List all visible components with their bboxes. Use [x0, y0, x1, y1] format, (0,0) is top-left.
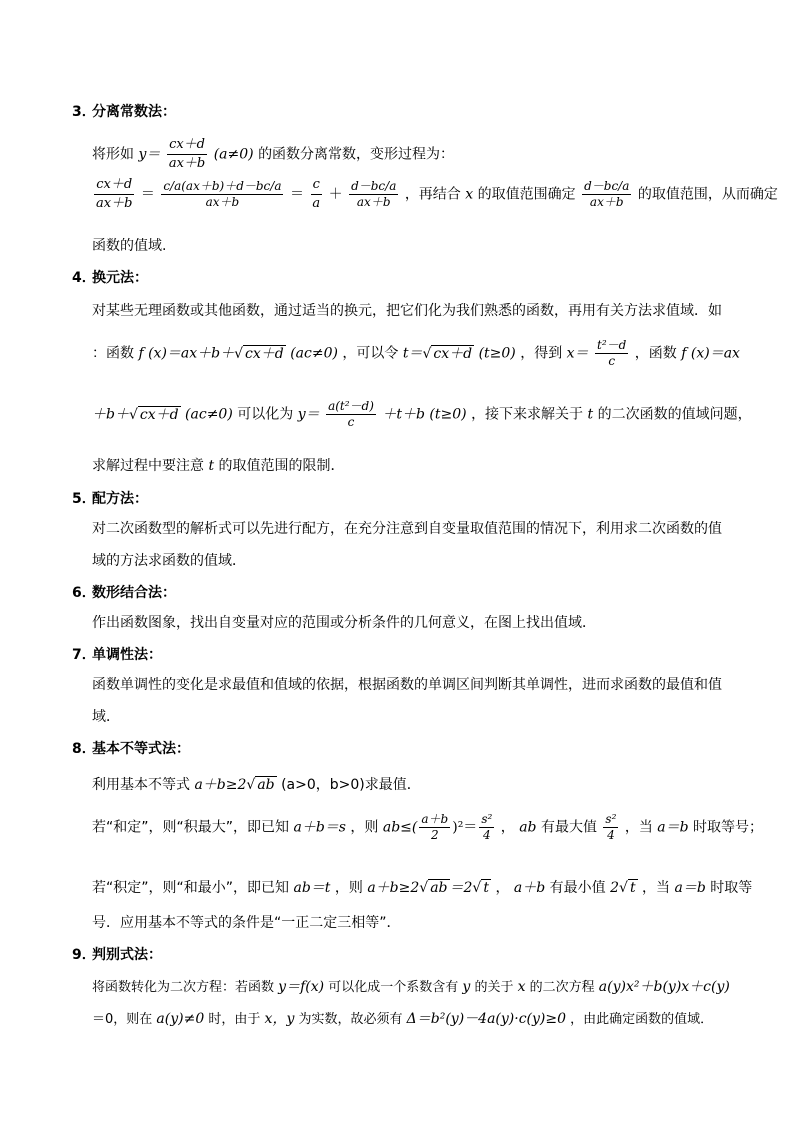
s5-line2: 域的方法求函数的值域．: [92, 553, 246, 569]
numerator: s²: [481, 812, 493, 826]
text: 将函数转化为二次方程：若函数: [92, 980, 275, 995]
text: 的取值范围的限制．: [218, 458, 345, 474]
numerator: c: [311, 176, 322, 195]
sqrt: √ ab: [246, 777, 275, 793]
s4-line2: [92, 338, 740, 369]
radicand: cx＋d: [433, 345, 473, 362]
section-number: 9．: [72, 947, 96, 963]
math: t＝: [402, 345, 423, 362]
sqrt: √ t: [619, 880, 636, 896]
math: )²＝: [452, 819, 478, 836]
fraction: [479, 812, 494, 843]
denominator: c: [608, 354, 616, 368]
math: a＋b≥2: [367, 880, 420, 896]
section-number: 6．: [72, 585, 96, 601]
text: ，当: [642, 880, 671, 896]
math: (t≥0): [429, 406, 467, 423]
denominator: a: [312, 196, 321, 211]
math: ＝: [140, 186, 155, 203]
math: ＋: [328, 186, 343, 203]
math: y: [462, 979, 471, 995]
fraction: [326, 399, 376, 430]
section-title: 分离常数法：: [92, 104, 176, 120]
s8-line1: [92, 774, 421, 794]
numerator: c/a(ax＋b)＋d－bc/a: [163, 179, 282, 193]
text: 有最大值: [540, 819, 597, 836]
math: f (x)＝ax＋b＋: [138, 345, 235, 362]
fraction: [582, 179, 631, 210]
sqrt: √ cx＋d: [128, 406, 179, 423]
text: ，则: [334, 880, 363, 896]
text: ：函数: [92, 345, 134, 362]
s8-line3: [92, 877, 752, 897]
math: ＝2: [449, 880, 473, 896]
text: ，: [495, 880, 510, 896]
math: (ac≠0): [185, 406, 233, 423]
radicand: cx＋d: [245, 345, 284, 362]
section-number: 3．: [72, 104, 96, 120]
text: ，接下来求解关于: [471, 406, 584, 423]
radicand: t: [629, 880, 636, 896]
text: 的取值范围，从而确定: [637, 186, 778, 203]
numerator: a＋b: [421, 812, 449, 826]
sqrt: √ cx＋d: [234, 345, 284, 362]
section-number: 7．: [72, 647, 96, 663]
fraction: [310, 176, 322, 213]
numerator: cx＋d: [167, 136, 207, 155]
text: ，可以令: [342, 345, 399, 362]
section-4-heading: [72, 267, 148, 287]
text: 将形如: [92, 146, 134, 163]
section-number: 8．: [72, 741, 96, 757]
s3-line2: [92, 176, 778, 213]
section-3-heading: [72, 101, 176, 121]
fraction: [349, 179, 398, 210]
math: ＋b＋: [92, 406, 129, 423]
fraction: [595, 338, 628, 369]
text: 利用基本不等式: [92, 777, 190, 793]
math: x＝: [566, 345, 589, 362]
math: a＋b＝s: [293, 819, 346, 836]
text: ，当: [624, 819, 653, 836]
fraction: [419, 812, 450, 843]
math: (a≠0): [213, 146, 254, 163]
section-7-heading: [72, 644, 162, 664]
s4-line3: [92, 399, 752, 430]
numerator: cx＋d: [94, 176, 134, 195]
section-number: 5．: [72, 491, 96, 507]
text: 若“和定”，则“积最大”，即已知: [92, 819, 290, 836]
text: ，则: [350, 819, 379, 836]
section-5-heading: [72, 488, 148, 508]
text: 的取值范围确定: [477, 186, 576, 203]
text: 的二次函数的值域问题，: [597, 406, 752, 423]
text: 的二次方程: [529, 980, 595, 995]
text: 有最小值: [549, 880, 606, 896]
math: a＋b: [513, 880, 546, 896]
math: a＋b≥2: [194, 777, 247, 793]
math: ＋t＋b: [382, 406, 425, 423]
text: (a>0，b>0)求最值．: [281, 777, 421, 793]
denominator: 4: [482, 828, 491, 842]
section-8-heading: [72, 738, 190, 758]
math: 2: [610, 880, 620, 896]
text: 可以化为: [237, 406, 294, 423]
math: (ac≠0): [290, 345, 338, 362]
math: a(y)x²＋b(y)x＋c(y): [598, 979, 730, 995]
math: y＝f(x): [278, 979, 325, 995]
text: ，由此确定函数的值域．: [570, 1012, 714, 1027]
denominator: 2: [430, 828, 439, 842]
s9-line1: [92, 976, 730, 996]
section-number: 4．: [72, 270, 96, 286]
text: 时，由于: [208, 1012, 261, 1027]
text: ，再结合: [404, 186, 461, 203]
s7-line2: 域．: [92, 709, 120, 725]
section-title: 基本不等式法：: [92, 741, 190, 757]
math: x，y: [264, 1011, 295, 1027]
math: y＝: [138, 146, 161, 163]
text: 的函数分离常数，变形过程为：: [258, 146, 455, 163]
s3-line3: 函数的值域.: [92, 238, 167, 254]
math: f (x)＝ax: [681, 345, 740, 362]
denominator: ax＋b: [168, 156, 206, 171]
numerator: t²－d: [597, 338, 627, 352]
math: a＝b: [657, 819, 689, 836]
math: y＝: [297, 406, 320, 423]
denominator: ax＋b: [205, 195, 240, 209]
text: 时取等: [710, 880, 753, 896]
section-title: 数形结合法：: [92, 585, 176, 601]
text: ，: [500, 819, 515, 836]
math: x: [517, 979, 526, 995]
numerator: a(t²－d): [328, 399, 374, 413]
text: 为实数，故必须有: [298, 1012, 403, 1027]
math: t: [208, 458, 215, 474]
denominator: ax＋b: [356, 195, 391, 209]
section-title: 判别式法：: [92, 947, 162, 963]
section-9-heading: [72, 944, 162, 964]
s6-line1: 作出函数图象，找出自变量对应的范围或分析条件的几何意义，在图上找出值域．: [92, 615, 596, 631]
math: ab＝t: [293, 880, 331, 896]
text: 若“积定”，则“和最小”，即已知: [92, 880, 290, 896]
numerator: d－bc/a: [351, 179, 397, 193]
radicand: t: [483, 880, 489, 896]
math: a＝b: [674, 880, 706, 896]
s4-line1: 对某些无理函数或其他函数，通过适当的换元，把它们化为我们熟悉的函数，再用有关方法求值域．如: [92, 303, 722, 319]
section-6-heading: [72, 582, 176, 602]
math: ab: [519, 819, 537, 836]
section-title: 单调性法：: [92, 647, 162, 663]
denominator: ax＋b: [589, 195, 624, 209]
numerator: s²: [605, 812, 617, 826]
radicand: ab: [430, 880, 448, 896]
math: a(y)≠0: [156, 1011, 205, 1027]
radicand: ab: [257, 777, 275, 793]
s5-line1: 对二次函数型的解析式可以先进行配方，在充分注意到自变量取值范围的情况下，利用求二次函数的值: [92, 521, 722, 537]
numerator: d－bc/a: [584, 179, 630, 193]
sqrt: √ cx＋d: [422, 345, 473, 362]
text: 的关于: [474, 980, 514, 995]
s9-line2: [92, 1008, 713, 1028]
math: Δ＝b²(y)－4a(y)·c(y)≥0: [406, 1011, 567, 1027]
math: ＝: [289, 186, 304, 203]
denominator: ax＋b: [96, 196, 133, 211]
s8-line4: 号．应用基本不等式的条件是“一正二定三相等”．: [92, 915, 401, 931]
s8-line2: [92, 812, 763, 843]
s4-line4: [92, 455, 345, 475]
sqrt: √ ab: [419, 880, 448, 896]
denominator: c: [347, 415, 355, 429]
denominator: 4: [607, 828, 615, 842]
s7-line1: 函数单调性的变化是求最值和值域的依据，根据函数的单调区间判断其单调性，进而求函数的最值和值: [92, 677, 722, 693]
math: x: [465, 186, 474, 203]
math: t: [587, 406, 594, 423]
math: ab≤(: [382, 819, 418, 836]
radicand: cx＋d: [139, 406, 179, 423]
text: ＝0，则在: [92, 1012, 153, 1027]
math: (t≥0): [478, 345, 516, 362]
text: ，函数: [634, 345, 677, 362]
text: 可以化成一个系数含有: [328, 980, 459, 995]
section-title: 配方法：: [92, 491, 148, 507]
fraction: [603, 812, 618, 843]
text: 时取等号；: [693, 819, 764, 836]
sqrt: √ t: [472, 880, 489, 896]
fraction: [94, 176, 134, 213]
fraction: [167, 136, 207, 173]
fraction: [161, 179, 283, 210]
text: 求解过程中要注意: [92, 458, 204, 474]
s3-line1: [92, 136, 454, 173]
section-title: 换元法：: [92, 270, 148, 286]
text: ，得到: [520, 345, 563, 362]
